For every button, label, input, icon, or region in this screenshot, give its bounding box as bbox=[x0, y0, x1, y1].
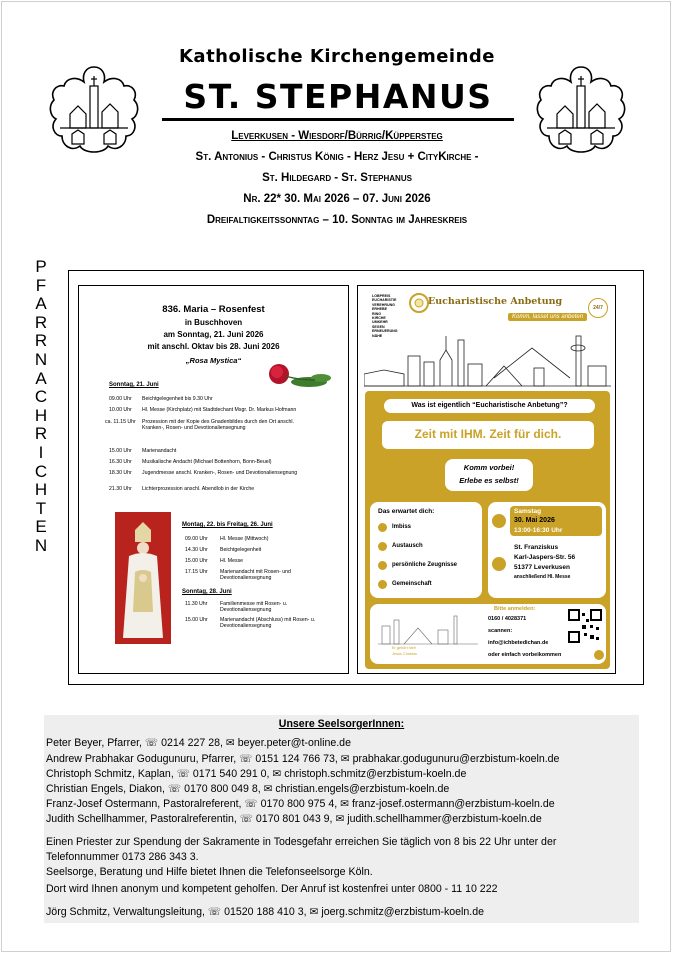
sched-time: 15.00 Uhr bbox=[185, 617, 208, 623]
small-note-1: Er gehört hier! bbox=[392, 646, 417, 650]
sched-time: 15.00 Uhr bbox=[109, 448, 132, 454]
issue-sunday: Dreifaltigkeitssonntag – 10. Sonntag im Jahreskreis bbox=[206, 214, 468, 226]
sched-time: 16.30 Uhr bbox=[109, 459, 132, 465]
clergy-line: Peter Beyer, Pfarrer, ☏ 0214 227 28, ✉ beyer.peter@t-online.de bbox=[46, 737, 351, 749]
acrostic-line: VEREHRUNG bbox=[372, 302, 395, 307]
expect-heading: Das erwartet dich: bbox=[378, 508, 435, 515]
sched-time: 21.30 Uhr bbox=[109, 486, 132, 492]
vertical-letter: P bbox=[35, 257, 47, 276]
vertical-letter: I bbox=[38, 442, 44, 462]
smiley-icon bbox=[594, 650, 604, 660]
acrostic-line: UMKEHR bbox=[372, 320, 388, 325]
small-note-2: Jesus Christus bbox=[392, 652, 417, 656]
contact-phone: 0160 / 4028371 bbox=[488, 616, 527, 622]
event-place-4: anschließend Hl. Messe bbox=[514, 574, 571, 580]
sched-desc: Hl. Messe (Mittwoch) bbox=[220, 536, 269, 542]
issue-number: Nr. 22* 30. Mai 2026 – 07. Juni 2026 bbox=[243, 193, 431, 205]
sched-time: 15.00 Uhr bbox=[185, 558, 208, 564]
sched-desc: Familienmesse mit Rosen- u. Devotionaliensegnung bbox=[220, 601, 288, 614]
acrostic-line: LOBPREIS bbox=[372, 294, 391, 298]
sched-desc: Marienandacht bbox=[142, 448, 177, 454]
vertical-label-pfarrnachrichten bbox=[31, 258, 51, 556]
event-place-2: Karl-Jaspers-Str. 56 bbox=[514, 554, 576, 561]
contact-web: info@ichbetedichan.de bbox=[488, 640, 549, 646]
rosenfest-sunday-heading: Sonntag, 21. Juni bbox=[109, 382, 159, 388]
sched-desc: Jugendmesse anschl. Kranken-, Rosen- und Devotionaliensegnung bbox=[142, 470, 298, 476]
anbetung-question: Was ist eigentlich “Eucharistische Anbetung”? bbox=[411, 402, 568, 409]
contact-walk-in: oder einfach vorbeikommen bbox=[488, 652, 562, 658]
sched-time: 09.00 Uhr bbox=[109, 396, 132, 402]
admin-contact: Jörg Schmitz, Verwaltungsleitung, ☏ 01520 188 410 3, ✉ joerg.schmitz@erzbistum-koeln.de bbox=[46, 906, 485, 918]
parish-churches-1: St. Antonius - Christus König - Herz Jesu + CityKirche - bbox=[195, 151, 479, 163]
sched-desc: Marienandacht (Abschluss) mit Rosen- u. Devotionaliensegnung bbox=[220, 617, 316, 630]
event-date: 30. Mai 2026 bbox=[514, 517, 555, 524]
sched-time: 10.00 Uhr bbox=[109, 407, 132, 413]
vertical-letter: T bbox=[35, 498, 47, 518]
parish-type: Katholische Kirchengemeinde bbox=[178, 46, 496, 67]
contact-scan: scannen: bbox=[488, 628, 513, 634]
snack-icon bbox=[378, 523, 387, 532]
vertical-letter: N bbox=[34, 535, 48, 555]
acrostic-line: KIRCHE bbox=[372, 316, 386, 321]
sched-desc: Beichtgelegenheit bbox=[220, 547, 262, 553]
vertical-letter: H bbox=[34, 480, 48, 500]
vertical-letter: E bbox=[35, 517, 47, 537]
speech-icon bbox=[378, 561, 387, 570]
rosenfest-date: am Sonntag, 21. Juni 2026 bbox=[163, 330, 264, 339]
clergy-line: Judith Schellhammer, Pastoralreferentin, ☏ 0170 801 043 9, ✉ judith.schellhammer@erzbistum-koeln.de bbox=[46, 813, 542, 825]
anbetung-tagline: Komm, lasset uns anbeten bbox=[508, 313, 587, 321]
vertical-letter: R bbox=[34, 331, 48, 351]
sched-desc: Musikalische Andacht (Michael Bottenhorn, Bonn-Beuel) bbox=[142, 459, 272, 465]
anbetung-flyer bbox=[357, 285, 616, 674]
anbetung-slogan: Zeit mit IHM. Zeit für dich. bbox=[414, 427, 562, 441]
community-icon bbox=[378, 580, 387, 589]
acrostic-line: ERNEUERUNG bbox=[372, 329, 398, 334]
acrostic-line: EUCHARISTIE bbox=[372, 298, 397, 303]
acrostic-line: SEGEN bbox=[372, 324, 385, 329]
sched-desc: Beichtgelegenheit bis 9.30 Uhr bbox=[142, 396, 213, 402]
emergency-note-1: Einen Priester zur Spendung der Sakramente in Todesgefahr erreichen Sie täglich von 8 bis 22 Uhr unter der bbox=[46, 836, 557, 848]
expect-item: Gemeinschaft bbox=[392, 581, 432, 587]
badge-24-7: 24/7 bbox=[588, 298, 608, 318]
sched-time: 14.30 Uhr bbox=[185, 547, 208, 553]
register-label: Bitte anmelden: bbox=[494, 606, 536, 612]
expect-item: persönliche Zeugnisse bbox=[392, 562, 458, 568]
vertical-letter: C bbox=[34, 461, 48, 481]
vertical-letter: F bbox=[35, 275, 47, 295]
parish-locations: Leverkusen - Wiesdorf/Bürrig/Küppersteg bbox=[231, 130, 443, 142]
sched-desc: Marienandacht mit Rosen- und Devotionaliensegnung bbox=[220, 569, 291, 582]
sched-time: 11.30 Uhr bbox=[185, 601, 208, 607]
event-day: Samstag bbox=[514, 508, 542, 515]
rosenfest-title: 836. Maria – Rosenfest bbox=[162, 304, 265, 315]
anbetung-title: Eucharistische Anbetung bbox=[428, 296, 563, 307]
sched-time: 17.15 Uhr bbox=[185, 569, 208, 575]
rose-image bbox=[265, 356, 333, 390]
parish-title: ST. STEPHANUS bbox=[162, 78, 514, 121]
church-logo-right bbox=[535, 64, 627, 156]
sched-desc: Prozession mit der Kopie des Gnadenbildes durch den Ort anschl. Kranken-, Rosen- und Devotionaliensegnung bbox=[142, 419, 294, 432]
counseling-note-2: Dort wird Ihnen anonym und kompetent geholfen. Der Anruf ist kostenfrei unter 0800 - 11 10 222 bbox=[46, 883, 498, 895]
rosenfest-flyer bbox=[78, 285, 349, 674]
rosenfest-week-heading: Montag, 22. bis Freitag, 26. Juni bbox=[182, 522, 273, 528]
sched-time: 09.00 Uhr bbox=[185, 536, 208, 542]
rosenfest-octave: mit anschl. Oktav bis 28. Juni 2026 bbox=[147, 342, 280, 351]
location-pin-icon bbox=[492, 557, 506, 571]
expect-item: Imbiss bbox=[392, 524, 412, 530]
vertical-letter: H bbox=[34, 405, 48, 425]
clergy-line: Andrew Prabhakar Godugunuru, Pfarrer, ☏ 0151 124 766 73, ✉ prabhakar.godugunuru@erzbistum-koeln.de bbox=[46, 753, 560, 765]
counseling-note-1: Seelsorge, Beratung und Hilfe bietet Ihnen die Telefonseelsorge Köln. bbox=[46, 866, 373, 878]
vertical-letter: N bbox=[34, 349, 48, 369]
clergy-heading: Unsere SeelsorgerInnen: bbox=[278, 718, 405, 730]
rosenfest-place: in Buschhoven bbox=[184, 318, 243, 327]
skyline-illustration bbox=[364, 326, 611, 390]
madonna-image bbox=[115, 512, 171, 644]
sched-desc: Lichterprozession anschl. Abendlob in der Kirche bbox=[142, 486, 255, 492]
acrostic-line: ERHEBE bbox=[372, 307, 387, 312]
church-logo-left bbox=[48, 64, 140, 156]
emergency-note-2: Telefonnummer 0173 286 343 3. bbox=[46, 851, 199, 863]
calendar-icon bbox=[492, 514, 506, 528]
rosenfest-sunday2-heading: Sonntag, 28. Juni bbox=[182, 589, 232, 595]
vertical-letter: R bbox=[34, 312, 48, 332]
clergy-line: Christian Engels, Diakon, ☏ 0170 800 049 8, ✉ christian.engels@erzbistum-koeln.de bbox=[46, 783, 450, 795]
vertical-letter: A bbox=[35, 368, 47, 388]
invite-line-1: Komm vorbei! bbox=[463, 463, 515, 472]
clergy-line: Franz-Josef Ostermann, Pastoralreferent, ☏ 0170 800 975 4, ✉ franz-josef.ostermann@erzbistum-koeln.de bbox=[46, 798, 555, 810]
vertical-letter: R bbox=[34, 424, 48, 444]
event-place-1: St. Franziskus bbox=[514, 544, 559, 551]
rosenfest-motto: „Rosa Mystica“ bbox=[185, 356, 242, 365]
people-icon bbox=[378, 542, 387, 551]
expect-item: Austausch bbox=[392, 543, 423, 549]
vertical-letter: C bbox=[34, 387, 48, 407]
parish-churches-2: St. Hildegard - St. Stephanus bbox=[262, 172, 412, 184]
monstrance-icon bbox=[408, 292, 430, 314]
qr-code[interactable] bbox=[568, 609, 602, 643]
invite-line-2: Erlebe es selbst! bbox=[459, 476, 519, 485]
acrostic-line: RING bbox=[372, 311, 381, 316]
vertical-letter: A bbox=[35, 294, 47, 314]
acrostic-line: NÄHE bbox=[372, 333, 383, 338]
clergy-line: Christoph Schmitz, Kaplan, ☏ 0171 540 291 0, ✉ christoph.schmitz@erzbistum-koeln.de bbox=[46, 768, 467, 780]
sched-time: ca. 11.15 Uhr bbox=[105, 419, 136, 425]
sched-time: 18.30 Uhr bbox=[109, 470, 132, 476]
event-place-3: 51377 Leverkusen bbox=[514, 564, 571, 571]
sched-desc: Hl. Messe (Kirchplatz) mit Stadtdechant Msgr. Dr. Markus Hofmann bbox=[142, 407, 297, 413]
sched-desc: Hl. Messe bbox=[220, 558, 244, 564]
event-time: 13:00-16:30 Uhr bbox=[514, 527, 563, 534]
mini-skyline-illustration bbox=[378, 612, 478, 646]
